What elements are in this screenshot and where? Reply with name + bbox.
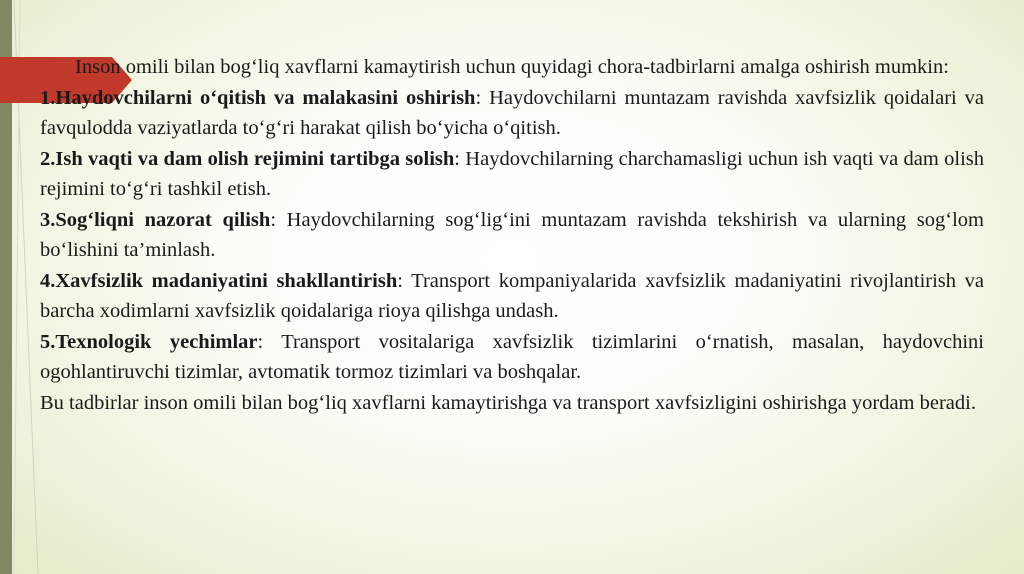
list-item [40, 205, 984, 266]
slide-intro: Inson omili bilan bog‘liq xavflarni kamaytirish uchun quyidagi chora-tadbirlarni amalga oshirish mumkin: [75, 56, 949, 78]
list-item-title: 4.Xavfsizlik madaniyatini shakllantirish [40, 269, 398, 292]
list-item [40, 144, 984, 205]
list-item-title: 1.Haydovchilarni o‘qitish va malakasini oshirish [40, 86, 476, 109]
list-item-text: : Haydovchilarning charchamasligi uchun ish vaqti va dam olish rejimini to‘g‘ri tashkil etish. [40, 147, 984, 200]
list-item-text: : Haydovchilarning sog‘lig‘ini muntazam ravishda tekshirish va ularning sog‘lom bo‘lishini ta’minlash. [40, 208, 984, 261]
list-item-text: : Transport kompaniyalarida xavfsizlik madaniyatini rivojlantirish va barcha xodimlarni xavfsizlik qoidalariga rioya qilishga undash. [40, 269, 984, 322]
list-item-title: 5.Texnologik yechimlar [40, 330, 258, 353]
slide-conclusion: Bu tadbirlar inson omili bilan bog‘liq xavflarni kamaytirishga va transport xavfsizligini oshirishga yordam beradi. [40, 391, 976, 414]
list-item-text: : Transport vositalariga xavfsizlik tizimlarini o‘rnatish, masalan, haydovchini ogohlantiruvchi tizimlar, avtomatik tormoz tizimlari va boshqalar. [40, 330, 985, 383]
list-item-title: 2.Ish vaqti va dam olish rejimini tartibga solish [40, 147, 455, 170]
list-item [40, 327, 984, 388]
list-item [40, 266, 984, 327]
list-item [40, 83, 984, 144]
slide-content [40, 52, 984, 418]
list-item-text: : Haydovchilarni muntazam ravishda xavfsizlik qoidalari va favqulodda vaziyatlarda to‘g‘ri harakat qilish bo‘yicha o‘qitish. [40, 86, 985, 139]
list-item-title: 3.Sog‘liqni nazorat qilish [40, 208, 271, 231]
